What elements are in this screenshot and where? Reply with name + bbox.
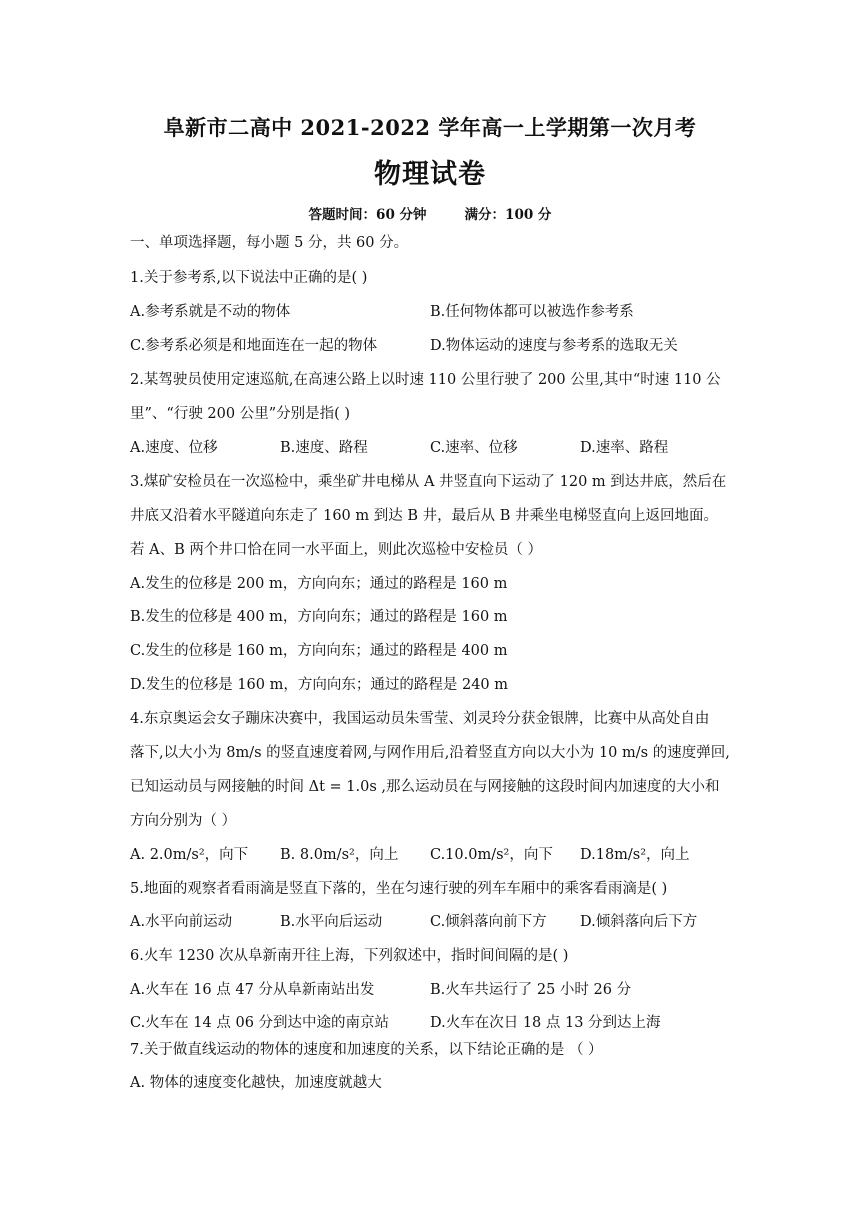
- question-5-options: [130, 912, 730, 932]
- question-4-stem-line2: 落下,以大小为 8m/s 的竖直速度着网,与网作用后,沿着竖直方向以大小为 10 m/s 的速度弹回,: [130, 745, 730, 761]
- question-2-stem-line1: 2.某驾驶员使用定速巡航,在高速公路上以时速 110 公里行驶了 200 公里,其中“时速 110 公: [130, 372, 721, 388]
- option-2a: A.速度、位移: [130, 440, 218, 456]
- exam-title: 阜新市二高中 2021-2022 学年高一上学期第一次月考: [163, 115, 697, 140]
- question-6-options-row1: [130, 980, 730, 1000]
- option-4a: A. 2.0m/s²，向下: [130, 847, 249, 863]
- option-6d: D.火车在次日 18 点 13 分到达上海: [430, 1015, 661, 1031]
- option-5a: A.水平向前运动: [130, 914, 233, 930]
- option-4b: B. 8.0m/s²，向上: [280, 847, 399, 863]
- question-4-options: [130, 845, 730, 865]
- score-label: 满分：100 分: [464, 207, 552, 223]
- question-1-stem: 1.关于参考系,以下说法中正确的是( ): [130, 270, 368, 286]
- time-label: 答题时间：60 分钟: [308, 207, 427, 223]
- question-4-stem-line3: 已知运动员与网接触的时间 Δt = 1.0s ,那么运动员在与网接触的这段时间内加速度的大小和: [130, 779, 720, 795]
- option-5b: B.水平向后运动: [280, 914, 383, 930]
- option-3a: A.发生的位移是 200 m，方向向东；通过的路程是 160 m: [130, 576, 508, 592]
- question-6-stem: 6.火车 1230 次从阜新南开往上海，下列叙述中，指时间间隔的是( ): [130, 948, 569, 964]
- option-5c: C.倾斜落向前下方: [430, 914, 547, 930]
- section-heading: 一、单项选择题，每小题 5 分，共 60 分。: [130, 235, 409, 251]
- option-6c: C.火车在 14 点 06 分到达中途的南京站: [130, 1015, 390, 1031]
- question-6-options-row2: [130, 1013, 730, 1033]
- option-7a: A. 物体的速度变化越快，加速度就越大: [130, 1075, 382, 1091]
- option-2b: B.速度、路程: [280, 440, 368, 456]
- question-1-options-row1: [130, 302, 730, 322]
- option-1c: C.参考系必须是和地面连在一起的物体: [130, 338, 378, 354]
- question-3-stem-line3: 若 A、B 两个井口恰在同一水平面上，则此次巡检中安检员（ ）: [130, 542, 542, 558]
- option-3c: C.发生的位移是 160 m，方向向东；通过的路程是 400 m: [130, 643, 508, 659]
- option-1a: A.参考系就是不动的物体: [130, 304, 291, 320]
- option-1d: D.物体运动的速度与参考系的选取无关: [430, 338, 678, 354]
- question-2-stem-line2: 里”、“行驶 200 公里”分别是指( ): [130, 406, 351, 422]
- option-6b: B.火车共运行了 25 小时 26 分: [430, 982, 632, 998]
- option-4c: C.10.0m/s²，向下: [430, 847, 553, 863]
- question-2-options: [130, 438, 730, 458]
- option-1b: B.任何物体都可以被选作参考系: [430, 304, 634, 320]
- question-1-options-row2: [130, 336, 730, 356]
- exam-subject-title: 物理试卷: [374, 159, 486, 190]
- question-3-stem-line1: 3.煤矿安检员在一次巡检中，乘坐矿井电梯从 A 井竖直向下运动了 120 m 到达井底，然后在: [130, 474, 727, 490]
- option-4d: D.18m/s²，向上: [580, 847, 690, 863]
- question-5-stem: 5.地面的观察者看雨滴是竖直下落的，坐在匀速行驶的列车车厢中的乘客看雨滴是( ): [130, 881, 668, 897]
- question-7-stem: 7.关于做直线运动的物体的速度和加速度的关系，以下结论正确的是 （ ）: [130, 1042, 603, 1058]
- option-3d: D.发生的位移是 160 m，方向向东；通过的路程是 240 m: [130, 677, 509, 693]
- option-3b: B.发生的位移是 400 m，方向向东；通过的路程是 160 m: [130, 609, 508, 625]
- question-4-stem-line4: 方向分别为（ ）: [130, 813, 237, 829]
- question-3-stem-line2: 井底又沿着水平隧道向东走了 160 m 到达 B 井，最后从 B 井乘坐电梯竖直向上返回地面。: [130, 508, 718, 524]
- option-2d: D.速率、路程: [580, 440, 669, 456]
- option-5d: D.倾斜落向后下方: [580, 914, 698, 930]
- option-2c: C.速率、位移: [430, 440, 518, 456]
- option-6a: A.火车在 16 点 47 分从阜新南站出发: [130, 982, 375, 998]
- exam-meta: [0, 203, 860, 223]
- question-4-stem-line1: 4.东京奥运会女子蹦床决赛中，我国运动员朱雪莹、刘灵玲分获金银牌，比赛中从高处自由: [130, 711, 710, 727]
